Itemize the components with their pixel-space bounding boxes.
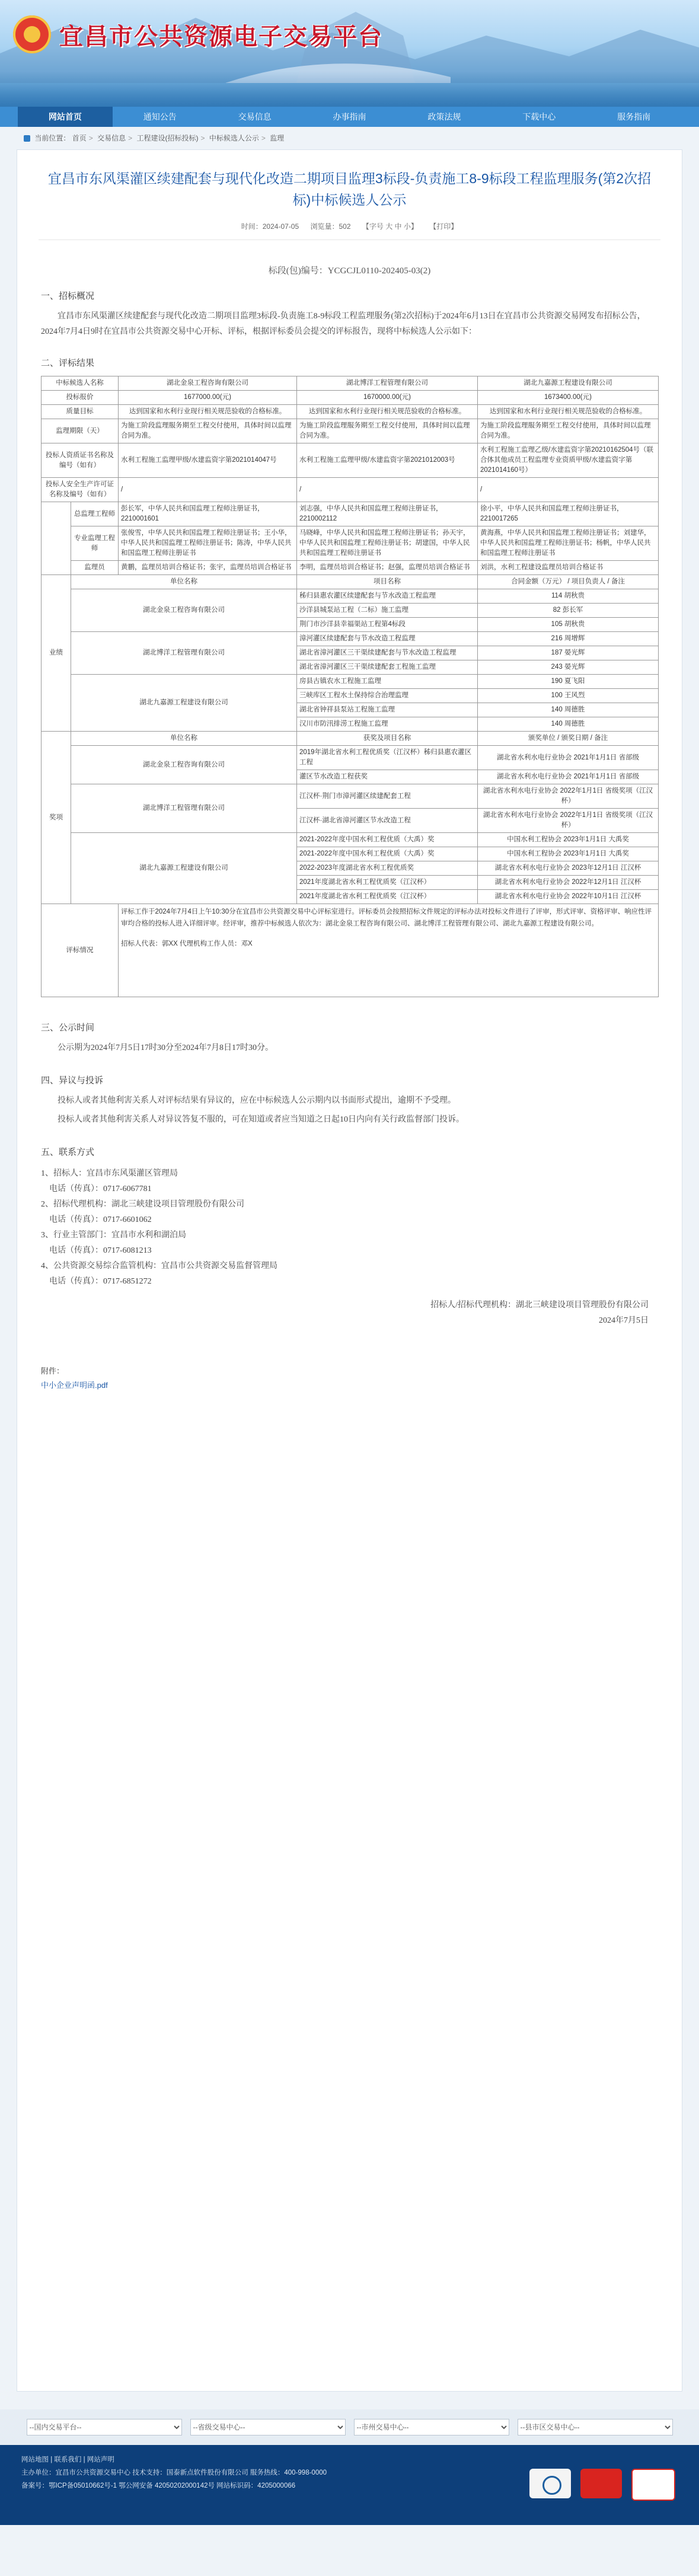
- project-name-cell: 湖北省钟祥县泵站工程施工监理: [297, 703, 478, 717]
- contact-line: 3、行业主管部门：宜昌市水利和湖泊局: [41, 1231, 186, 1240]
- related-links: [0, 2409, 699, 2445]
- table-row: [42, 391, 659, 405]
- table-row: [42, 784, 659, 809]
- award-detail-cell: 湖北省水利水电行业协会 2022年1月1日 省级奖项（江汉杯）: [478, 809, 659, 833]
- table-row: [42, 833, 659, 847]
- footer-sponsor: 主办单位：宜昌市公共资源交易中心 技术支持：国泰新点软件股份有限公司 服务热线：400-998-0000: [21, 2469, 327, 2476]
- table-row: [42, 526, 659, 561]
- project-name-cell: 汉川市防汛排涝工程施工监理: [297, 717, 478, 732]
- award-detail-cell: 湖北省水利水电行业协会 2022年12月1日 江汉杯: [478, 876, 659, 890]
- value-cell: 达到国家和水利行业现行相关规范验收的合格标准。: [119, 405, 297, 419]
- value-cell: /: [297, 478, 478, 502]
- performance-detail-cell: 114 胡秋贵: [478, 589, 659, 604]
- project-name-cell: 湖北省漳河灌区三干渠续建配套工程施工监理: [297, 660, 478, 675]
- section-heading-time: 三、公示时间: [41, 1023, 95, 1033]
- performance-detail-cell: 82 彭长军: [478, 604, 659, 618]
- contact-line: 电话（传真）：0717-6851272: [49, 1277, 152, 1286]
- company-name-cell: 湖北九嘉源工程建设有限公司: [71, 675, 297, 732]
- nav-trade-info[interactable]: 交易信息: [238, 112, 272, 122]
- row-label-cell: 投标报价: [42, 391, 119, 405]
- home-icon: [24, 135, 30, 142]
- award-detail-cell: 湖北省水利水电行业协会 2022年10月1日 江汉杯: [478, 890, 659, 904]
- article-panel: [17, 149, 682, 2392]
- project-name-cell: 荆门市沙洋县幸福渠站工程第4标段: [297, 618, 478, 632]
- value-cell: 刘洪，水利工程建设监理员培训合格证书: [478, 561, 659, 575]
- section-code: 标段(包)编号：YCGCJL0110-20240​5-03(2): [268, 266, 431, 276]
- value-cell: 彭长军，中华人民共和国监理工程师注册证书，2210001601: [119, 502, 297, 526]
- value-cell: 水利工程施工监理乙级/水建监资字第20210162504号（联合体其他成员工程监理专业资质甲级/水建监资字第2021014160号）: [478, 443, 659, 478]
- table-header-cell: 颁奖单位 / 颁奖日期 / 备注: [478, 732, 659, 746]
- company-name-cell: 湖北九嘉源工程建设有限公司: [71, 833, 297, 904]
- company-name-cell: 湖北金泉工程咨询有限公司: [71, 746, 297, 784]
- performance-detail-cell: 190 夏飞阳: [478, 675, 659, 689]
- footer-record: 备案号：鄂ICP备05010662号-1 鄂公网安备 42050202000142号 网站标识码：4205000066: [21, 2482, 296, 2489]
- contact-line: 电话（传真）：0717-6601062: [49, 1215, 152, 1224]
- award-name-cell: 2022-2023年度湖北省水利工程优质奖: [297, 861, 478, 876]
- attachment-link[interactable]: 中小企业声明函.pdf: [41, 1381, 108, 1390]
- breadcrumb-candidates[interactable]: 中标候选人公示: [209, 134, 259, 142]
- value-cell: 徐小平，中华人民共和国监理工程师注册证书，2210017265: [478, 502, 659, 526]
- project-name-cell: 沙洋县城泵站工程（二标）施工监理: [297, 604, 478, 618]
- table-row: [42, 443, 659, 478]
- performance-detail-cell: 243 晏光辉: [478, 660, 659, 675]
- page-title: 宜昌市东风渠灌区续建配套与现代化改造二期项目监理3标段-负责施工8-9标段工程监理服务(第2次招标)中标候选人公示: [47, 171, 652, 208]
- breadcrumb: 当前位置： 首页 > 交易信息 > 工程建设(招标投标) > 中标候选人公示 > 监理: [0, 127, 699, 149]
- link-select-county[interactable]: [518, 2419, 673, 2435]
- performance-detail-cell: 187 晏光辉: [478, 646, 659, 660]
- objection-text-1: 投标人或者其他利害关系人对评标结果有异议的，应在中标候选人公示期内以书面形式提出，逾期不予受理。: [58, 1096, 456, 1105]
- value-cell: 水利工程施工监理甲级/水建监资字第2021012003号: [297, 443, 478, 478]
- table-header-cell: 中标候选人名称: [42, 376, 119, 391]
- signature-date: 2024年7月5日: [599, 1316, 649, 1325]
- signature-block: [17, 1298, 649, 1329]
- value-cell: 张俊雪，中华人民共和国监理工程师注册证书；王小华，中华人民共和国监理工程师注册证书；陈涛，中华人民共和国监理工程师注册证书: [119, 526, 297, 561]
- award-detail-cell: 湖北省水利水电行业协会 2022年1月1日 省级奖项（江汉杯）: [478, 784, 659, 809]
- site-footer: [0, 2445, 699, 2525]
- font-size-control[interactable]: 【字号 大 中 小】: [362, 222, 418, 231]
- project-name-cell: 三峡库区工程水土保持综合治理监理: [297, 689, 478, 703]
- evaluation-label-cell: 评标情况: [42, 904, 119, 997]
- article-meta: [39, 216, 660, 240]
- table-row: [42, 589, 659, 604]
- award-name-cell: 灌区节水改造工程获奖: [297, 770, 478, 784]
- project-name-cell: 湖北省漳河灌区三干渠续建配套与节水改造工程监理: [297, 646, 478, 660]
- row-label-cell: 总监理工程师: [71, 502, 119, 526]
- performance-detail-cell: 216 周增辉: [478, 632, 659, 646]
- breadcrumb-construction[interactable]: 工程建设(招标投标): [136, 134, 199, 142]
- print-button[interactable]: 【打印】: [429, 222, 458, 231]
- contact-line: 1、招标人：宜昌市东风渠灌区管理局: [41, 1169, 178, 1178]
- nav-home[interactable]: 网站首页: [18, 107, 113, 127]
- contact-list: [41, 1166, 658, 1289]
- contact-line: 电话（传真）：0717-6081213: [49, 1246, 152, 1255]
- link-select-national[interactable]: [27, 2419, 182, 2435]
- emblem-icon: [13, 15, 51, 53]
- value-cell: 刘志强，中华人民共和国监理工程师注册证书，2210002112: [297, 502, 478, 526]
- nav-service[interactable]: 服务指南: [617, 112, 651, 122]
- header-banner: [0, 0, 699, 107]
- award-detail-cell: 湖北省水利水电行业协会 2021年1月1日 省部级: [478, 746, 659, 770]
- breadcrumb-supervision[interactable]: 监理: [270, 134, 285, 142]
- footer-links[interactable]: 网站地图 | 联系我们 | 网站声明: [21, 2456, 114, 2463]
- cert-badge-icon[interactable]: [529, 2469, 571, 2498]
- award-name-cell: 2021-2022年度中国水利工程优质（大禹）奖: [297, 847, 478, 861]
- publicity-period: 公示期为2024年7月5日17时30分至2024年7月8日17时30分。: [58, 1043, 273, 1052]
- nav-policy[interactable]: 政策法规: [427, 112, 461, 122]
- value-cell: 水利工程施工监理甲级/水建监资字第2021014047号: [119, 443, 297, 478]
- row-label-cell: 监理期限（天）: [42, 419, 119, 443]
- table-header-cell: 合同金额（万元） / 项目负责人 / 备注: [478, 575, 659, 589]
- award-name-cell: 2021年度湖北省水利工程优质奖（江汉杯）: [297, 890, 478, 904]
- result-table: [41, 376, 659, 997]
- value-cell: 1670000.00(元): [297, 391, 478, 405]
- objection-text-2: 投标人或者其他利害关系人对异议答复不服的，可在知道或者应当知道之日起10日内向有关行政监督部门投诉。: [58, 1115, 464, 1124]
- project-name-cell: 房县古镇农水工程施工监理: [297, 675, 478, 689]
- table-row: [42, 746, 659, 770]
- table-row: [42, 675, 659, 689]
- nav-guide[interactable]: 办事指南: [333, 112, 366, 122]
- performance-detail-cell: 105 胡秋贵: [478, 618, 659, 632]
- link-select-city[interactable]: [354, 2419, 509, 2435]
- gov-badge-icon[interactable]: [580, 2469, 622, 2498]
- value-cell: 达到国家和水利行业现行相关规范验收的合格标准。: [297, 405, 478, 419]
- main-nav: [0, 107, 699, 127]
- nav-notices[interactable]: 通知公告: [143, 112, 177, 122]
- table-row: [42, 904, 659, 997]
- award-detail-cell: 湖北省水利水电行业协会 2023年12月1日 江汉杯: [478, 861, 659, 876]
- value-cell: 为施工阶段监理服务期至工程交付使用，具体时间以监理合同为准。: [478, 419, 659, 443]
- table-row: [42, 478, 659, 502]
- table-row: [42, 575, 659, 589]
- section-heading-overview: 一、招标概况: [41, 292, 95, 301]
- performance-detail-cell: 140 周德胜: [478, 717, 659, 732]
- signature-org: 招标人/招标代理机构：湖北三峡建设项目管理股份有限公司: [430, 1301, 649, 1310]
- value-cell: 李明，监理员培训合格证书；赵强，监理员培训合格证书: [297, 561, 478, 575]
- performance-detail-cell: 100 王风烈: [478, 689, 659, 703]
- award-name-cell: 2019年湖北省水利工程优质奖（江汉杯）秭归县惠农灌区工程: [297, 746, 478, 770]
- award-detail-cell: 中国水利工程协会 2023年1月1日 大禹奖: [478, 847, 659, 861]
- value-cell: 黄鹏，监理员培训合格证书；张宇，监理员培训合格证书: [119, 561, 297, 575]
- project-name-cell: 秭归县惠农灌区续建配套与节水改造工程监理: [297, 589, 478, 604]
- value-cell: 1673400.00(元): [478, 391, 659, 405]
- award-name-cell: 江汉杯·荆门市漳河灌区续建配套工程: [297, 784, 478, 809]
- row-label-cell: 质量目标: [42, 405, 119, 419]
- breadcrumb-trade[interactable]: 交易信息: [97, 134, 126, 142]
- table-row: [42, 732, 659, 746]
- company-name-cell: 湖北博洋工程管理有限公司: [71, 632, 297, 675]
- value-cell: 为施工阶段监理服务期至工程交付使用，具体时间以监理合同为准。: [119, 419, 297, 443]
- footer-badges: [529, 2469, 675, 2501]
- table-header-cell: 单位名称: [71, 575, 297, 589]
- company-name-cell: 湖北金泉工程咨询有限公司: [71, 589, 297, 632]
- nav-download[interactable]: 下载中心: [522, 112, 556, 122]
- breadcrumb-home[interactable]: 首页: [72, 134, 87, 142]
- company-name-cell: 湖北九嘉源工程建设有限公司: [478, 376, 659, 391]
- value-cell: 1677000.00(元): [119, 391, 297, 405]
- row-label-cell: 监理员: [71, 561, 119, 575]
- table-row: [42, 561, 659, 575]
- value-cell: 马晓峰，中华人民共和国监理工程师注册证书；孙天宇，中华人民共和国监理工程师注册证书；胡建国，中华人民共和国监理工程师注册证书: [297, 526, 478, 561]
- table-header-cell: 项目名称: [297, 575, 478, 589]
- award-name-cell: 2021年度湖北省水利工程优质奖（江汉杯）: [297, 876, 478, 890]
- personnel-group-cell: [42, 502, 71, 575]
- company-name-cell: 湖北金泉工程咨询有限公司: [119, 376, 297, 391]
- section-heading-result: 二、评标结果: [41, 359, 95, 368]
- section-heading-objection: 四、异议与投诉: [41, 1076, 104, 1086]
- table-row: [42, 502, 659, 526]
- error-report-badge-icon[interactable]: [631, 2469, 675, 2501]
- value-cell: 达到国家和水利行业现行相关规范验收的合格标准。: [478, 405, 659, 419]
- attachment-label: 附件：: [41, 1367, 65, 1375]
- section-heading-contact: 五、联系方式: [41, 1148, 95, 1157]
- award-detail-cell: 中国水利工程协会 2023年1月1日 大禹奖: [478, 833, 659, 847]
- company-name-cell: 湖北博洋工程管理有限公司: [71, 784, 297, 833]
- table-row: [42, 376, 659, 391]
- performance-label-cell: 业绩: [42, 575, 71, 732]
- value-cell: 黄海燕，中华人民共和国监理工程师注册证书；刘建华，中华人民共和国监理工程师注册证书；杨帆，中华人民共和国监理工程师注册证书: [478, 526, 659, 561]
- site-title: 宜昌市公共资源电子交易平台: [59, 22, 383, 50]
- table-header-cell: 获奖及项目名称: [297, 732, 478, 746]
- publish-date: 时间：2024-07-05: [241, 222, 299, 231]
- award-name-cell: 江汉杯·湖北省漳河灌区节水改造工程: [297, 809, 478, 833]
- project-name-cell: 漳河灌区续建配套与节水改造工程监理: [297, 632, 478, 646]
- river-shade: [0, 71, 699, 107]
- company-name-cell: 湖北博洋工程管理有限公司: [297, 376, 478, 391]
- awards-label-cell: 奖项: [42, 732, 71, 904]
- table-header-cell: 单位名称: [71, 732, 297, 746]
- contact-line: 电话（传真）：0717-6067781: [49, 1185, 152, 1193]
- performance-detail-cell: 140 周德胜: [478, 703, 659, 717]
- site-logo[interactable]: [13, 15, 383, 53]
- award-name-cell: 2021-2022年度中国水利工程优质（大禹）奖: [297, 833, 478, 847]
- value-cell: /: [119, 478, 297, 502]
- overview-text: 宜昌市东风渠灌区续建配套与现代化改造二期项目监理3标段-负责施工8-9标段工程监理服务(第2次招标)于2024年6月13日在宜昌市公共资源交易网发布招标公告，2024年7月4日9时在宜昌市公共资源交易中心开标、评标，根据评标委员会提交的评标报告，现将中标候选人公示如下：: [41, 312, 646, 336]
- view-count: 浏览量：502: [310, 222, 351, 231]
- breadcrumb-prefix: 当前位置：: [34, 134, 71, 142]
- row-label-cell: 投标人资质证书名称及编号（如有）: [42, 443, 119, 478]
- row-label-cell: 专业监理工程师: [71, 526, 119, 561]
- row-label-cell: 投标人安全生产许可证名称及编号（如有）: [42, 478, 119, 502]
- contact-line: 4、公共资源交易综合监管机构：宜昌市公共资源交易监督管理局: [41, 1262, 277, 1271]
- table-row: [42, 405, 659, 419]
- award-detail-cell: 湖北省水利水电行业协会 2021年1月1日 省部级: [478, 770, 659, 784]
- link-select-provincial[interactable]: [190, 2419, 346, 2435]
- table-row: [42, 632, 659, 646]
- evaluation-text-cell: 评标工作于2024年7月4日上午10:30分在宜昌市公共资源交易中心评标室进行。评标委员会按照招标文件规定的评标办法对投标文件进行了评审，形式评审、资格评审、响应性评审均合格的投标人进入详细评审。经评审，推荐中标候选人依次为：湖北金泉工程咨询有限公司、湖北博洋工程管理有限公司、湖北九嘉源工程建设有限公司。 招标人代表：郭XX 代理机构工作人员：邓X: [119, 904, 659, 997]
- table-row: [42, 419, 659, 443]
- value-cell: /: [478, 478, 659, 502]
- attachment-block: [41, 1364, 658, 1393]
- contact-line: 2、招标代理机构：湖北三峡建设项目管理股份有限公司: [41, 1200, 244, 1209]
- value-cell: 为施工阶段监理服务期至工程交付使用，具体时间以监理合同为准。: [297, 419, 478, 443]
